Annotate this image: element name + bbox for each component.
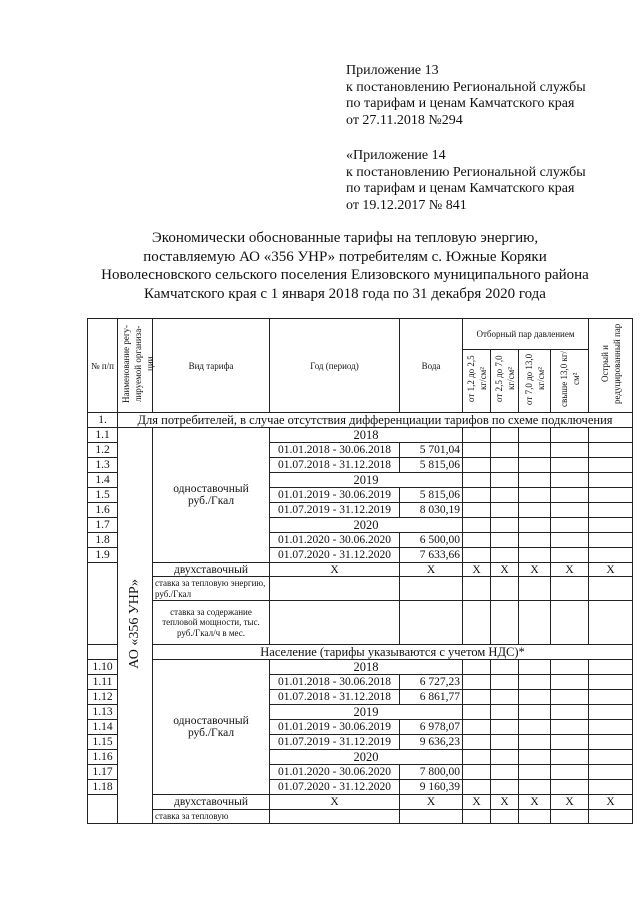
header-number: № п/п [88,319,118,413]
table-row [88,795,633,810]
one-rate-unit: руб./Гкал [187,495,235,507]
header-pressure-4: свыше 13,0 кг/см² [551,349,589,412]
title-line: поставляемую АО «356 УНР» потребителям с. Южные Коряки [143,248,547,265]
water-value: 7 633,66 [400,548,463,563]
period-cell: 01.07.2018 - 31.12.2018 [270,690,400,705]
water-value: 5 815,06 [400,458,463,473]
one-rate-label: одноставочный [173,483,249,495]
header-pressure-1: от 1,2 до 2,5 кг/см² [463,349,491,412]
appendix-14-line: по тарифам и ценам Камчатского края [346,181,575,196]
two-rate-label: двухставочный [153,563,270,577]
year-label: 2020 [270,518,463,533]
one-rate-label: одноставочный [173,715,249,727]
x-mark: Х [463,563,491,577]
table-row [88,577,633,601]
row-number: 1.7 [88,518,118,533]
tariff-table [87,318,633,824]
row-number: 1.4 [88,473,118,488]
appendix-13-line: по тарифам и ценам Камчатского края [346,96,575,111]
row-number: 1.1 [88,428,118,443]
x-mark: Х [270,795,400,810]
x-mark: Х [400,563,463,577]
rate-heat-label: ставка за тепловую [153,810,270,824]
appendix-13-line: к постановлению Региональной службы [346,79,586,95]
rate-heat-label: ставка за тепловую энергию, руб./Гкал [153,577,270,601]
x-mark: Х [491,795,519,810]
appendix-13-line: Приложение 13 [346,63,439,78]
x-mark: Х [589,795,633,810]
water-value: 6 500,00 [400,533,463,548]
water-value: 6 978,07 [400,720,463,735]
appendix-14-header [346,148,586,214]
document-title [100,229,590,303]
header-org [118,319,153,413]
title-line: Новолесновского сельского поселения Елизовского муниципального района [101,267,589,283]
header-steam: Отборный пар давлением [463,319,589,350]
water-value: 8 030,19 [400,503,463,518]
period-cell: 01.01.2020 - 30.06.2020 [270,533,400,548]
x-mark: Х [491,563,519,577]
period-cell: 01.01.2019 - 30.06.2019 [270,720,400,735]
header-period: Год (период) [270,319,400,413]
table-row [88,563,633,577]
x-mark: Х [551,795,589,810]
x-mark: Х [400,795,463,810]
org-name-cell [118,428,153,824]
row-number: 1.18 [88,780,118,795]
table-row [88,428,633,443]
row-number: 1.8 [88,533,118,548]
x-mark: Х [589,563,633,577]
period-cell: 01.01.2018 - 30.06.2018 [270,443,400,458]
table-row [88,601,633,645]
row-number: 1.6 [88,503,118,518]
section-2-label: Население (тарифы указываются с учетом НДС)* [153,645,633,660]
x-mark: Х [551,563,589,577]
appendix-13-line: от 27.11.2018 №294 [346,112,463,128]
row-number: 1.9 [88,548,118,563]
period-cell: 01.07.2019 - 31.12.2019 [270,735,400,750]
row-number: 1.12 [88,690,118,705]
title-line: Камчатского края с 1 января 2018 года по 31 декабря 2020 года [144,285,546,302]
water-value: 5 701,04 [400,443,463,458]
period-cell: 01.01.2020 - 30.06.2020 [270,765,400,780]
org-name: АО «356 УНР» [127,579,142,669]
two-rate-label: двухставочный [153,795,270,810]
water-value: 9 160,39 [400,780,463,795]
title-line: Экономически обоснованные тарифы на тепловую энергию, [151,230,539,246]
water-value: 5 815,06 [400,488,463,503]
year-label: 2018 [270,660,463,675]
one-rate-cell [153,660,270,795]
x-mark: Х [519,795,551,810]
section-1-number: 1. [88,413,118,428]
appendix-14-line: к постановлению Региональной службы [346,164,586,180]
header-live-steam-text: Острый и редуцированный пар [599,323,622,405]
period-cell: 01.01.2019 - 30.06.2019 [270,488,400,503]
row-number: 1.11 [88,675,118,690]
rate-capacity-label: ставка за содержание тепловой мощности, тыс. руб./Гкал/ч в мес. [153,601,270,645]
header-live-steam [589,319,633,413]
section-1-label: Для потребителей, в случае отсутствия дифференциации тарифов по схеме подключения [118,413,633,428]
one-rate-unit: руб./Гкал [187,727,235,739]
x-mark: Х [270,563,400,577]
year-label: 2020 [270,750,463,765]
period-cell: 01.07.2020 - 31.12.2020 [270,780,400,795]
appendix-14-line: от 19.12.2017 № 841 [346,197,467,213]
x-mark: Х [519,563,551,577]
table-row [88,660,633,675]
water-value: 9 636,23 [400,735,463,750]
header-pressure-2: от 2,5 до 7,0 кг/см² [491,349,519,412]
water-value: 7 800,00 [400,765,463,780]
header-water: Вода [400,319,463,413]
period-cell: 01.07.2020 - 31.12.2020 [270,548,400,563]
table-row [88,645,633,660]
year-label: 2018 [270,428,463,443]
row-number: 1.2 [88,443,118,458]
water-value: 6 727,23 [400,675,463,690]
period-cell: 01.07.2019 - 31.12.2019 [270,503,400,518]
period-cell: 01.01.2018 - 30.06.2018 [270,675,400,690]
table-row [88,810,633,824]
year-label: 2019 [270,473,463,488]
header-pressure-3: от 7,0 до 13,0 кг/см² [519,349,551,412]
row-number: 1.15 [88,735,118,750]
period-cell: 01.07.2018 - 31.12.2018 [270,458,400,473]
year-label: 2019 [270,705,463,720]
row-number: 1.14 [88,720,118,735]
x-mark: Х [463,795,491,810]
row-number: 1.13 [88,705,118,720]
row-number: 1.16 [88,750,118,765]
appendix-14-line: «Приложение 14 [346,148,446,163]
appendix-13-header [346,63,586,129]
one-rate-cell [153,428,270,563]
header-org-text: Наименование регу-лируемой организа-ции [121,325,155,404]
header-tariff-type: Вид тарифа [153,319,270,413]
row-number: 1.17 [88,765,118,780]
row-number: 1.5 [88,488,118,503]
water-value: 6 861,77 [400,690,463,705]
row-number: 1.10 [88,660,118,675]
row-number-empty [88,563,118,645]
row-number: 1.3 [88,458,118,473]
